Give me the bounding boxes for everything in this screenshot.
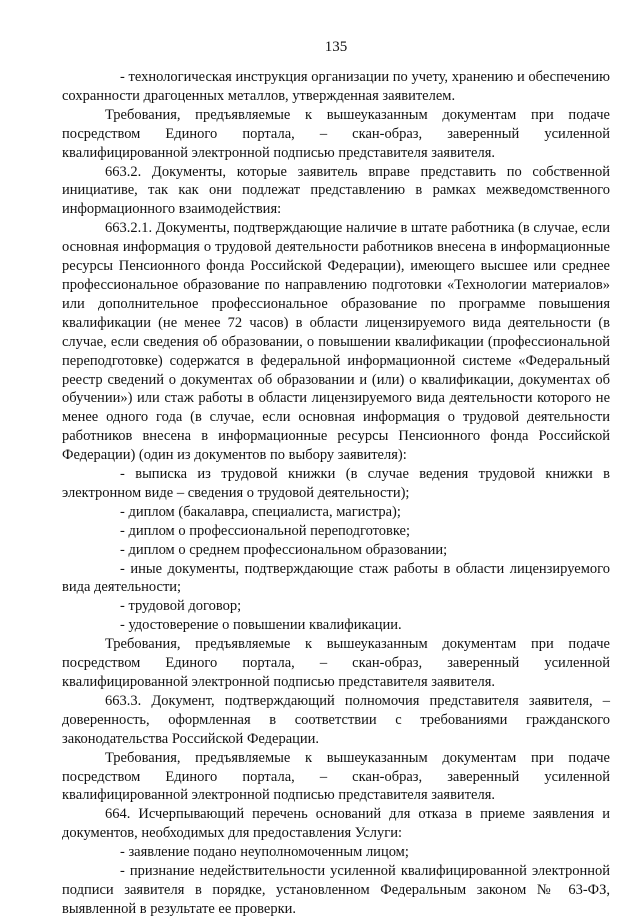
- list-item: - диплом о среднем профессиональном образовании;: [120, 541, 448, 558]
- document-body: [62, 68, 610, 919]
- list-item: - удостоверение о повышении квалификации.: [120, 617, 402, 634]
- list-item: - диплом (бакалавра, специалиста, магистра);: [120, 503, 401, 520]
- paragraph: 664. Исчерпывающий перечень оснований для отказа в приеме заявления и документов, необходимых для предоставления Услуги:: [62, 806, 610, 842]
- list-item: - выписка из трудовой книжки (в случае ведения трудовой книжки в электронном виде – сведения о трудовой деятельности);: [62, 466, 610, 501]
- paragraph: Требования, предъявляемые к вышеуказанным документам при подаче посредством Единого портала, – скан-образ, заверенный усиленной квалифицированной электронной подписью представителя заявителя.: [62, 636, 610, 690]
- paragraph: 663.3. Документ, подтверждающий полномочия представителя заявителя, – доверенность, оформленная в соответствии с требованиями гражданского законодательства Российской Федерации.: [62, 692, 610, 747]
- list-item: - заявление подано неуполномоченным лицом;: [120, 844, 409, 861]
- page-number: 135: [324, 39, 348, 55]
- list-item: - признание недействительности усиленной квалифицированной электронной подписи заявителя в порядке, установленном Федеральным законом № 63-ФЗ, выявленной в результате ее проверки.: [62, 863, 610, 917]
- paragraph: Требования, предъявляемые к вышеуказанным документам при подаче посредством Единого портала, – скан-образ, заверенный усиленной квалифицированной электронной подписью представителя заявителя.: [62, 106, 610, 161]
- paragraph: Требования, предъявляемые к вышеуказанным документам при подаче посредством Единого портала, – скан-образ, заверенный усиленной квалифицированной электронной подписью представителя заявителя.: [62, 749, 610, 804]
- paragraph: - технологическая инструкция организации по учету, хранению и обеспечению сохранности драгоценных металлов, утвержденная заявителем.: [62, 69, 610, 104]
- paragraph: 663.2.1. Документы, подтверждающие наличие в штате работника (в случае, если основная информация о трудовой деятельности работников внесена в информационные ресурсы Пенсионного фонда Российской Федерации), имеющего высшее или среднее профессиональное образование по направлению подготовки «Технологии материалов» или дополнительное профессиональное образование по программе повышения квалификации (не менее 72 часов) в области лицензируемого вида деятельности (в случае, если сведения об образовании, о повышении квалификации (профессиональной переподготовке) содержатся в федеральной информационной системе «Федеральный реестр сведений о документах об образовании и (или) о квалификации, документах об обучении») или стаж работы в области лицензируемого вида деятельности которого не менее одного года (в случае, если основная информация о трудовой деятельности работников внесена в информационные ресурсы Пенсионного фонда Российской Федерации) (один из документов по выбору заявителя):: [62, 220, 610, 464]
- paragraph: 663.2. Документы, которые заявитель вправе представить по собственной инициативе, так как они подлежат представлению в рамках межведомственного информационного взаимодействия:: [62, 163, 610, 218]
- list-item: - иные документы, подтверждающие стаж работы в области лицензируемого вида деятельности;: [62, 560, 610, 596]
- list-item: - диплом о профессиональной переподготовке;: [120, 522, 411, 539]
- list-item: - трудовой договор;: [120, 598, 242, 615]
